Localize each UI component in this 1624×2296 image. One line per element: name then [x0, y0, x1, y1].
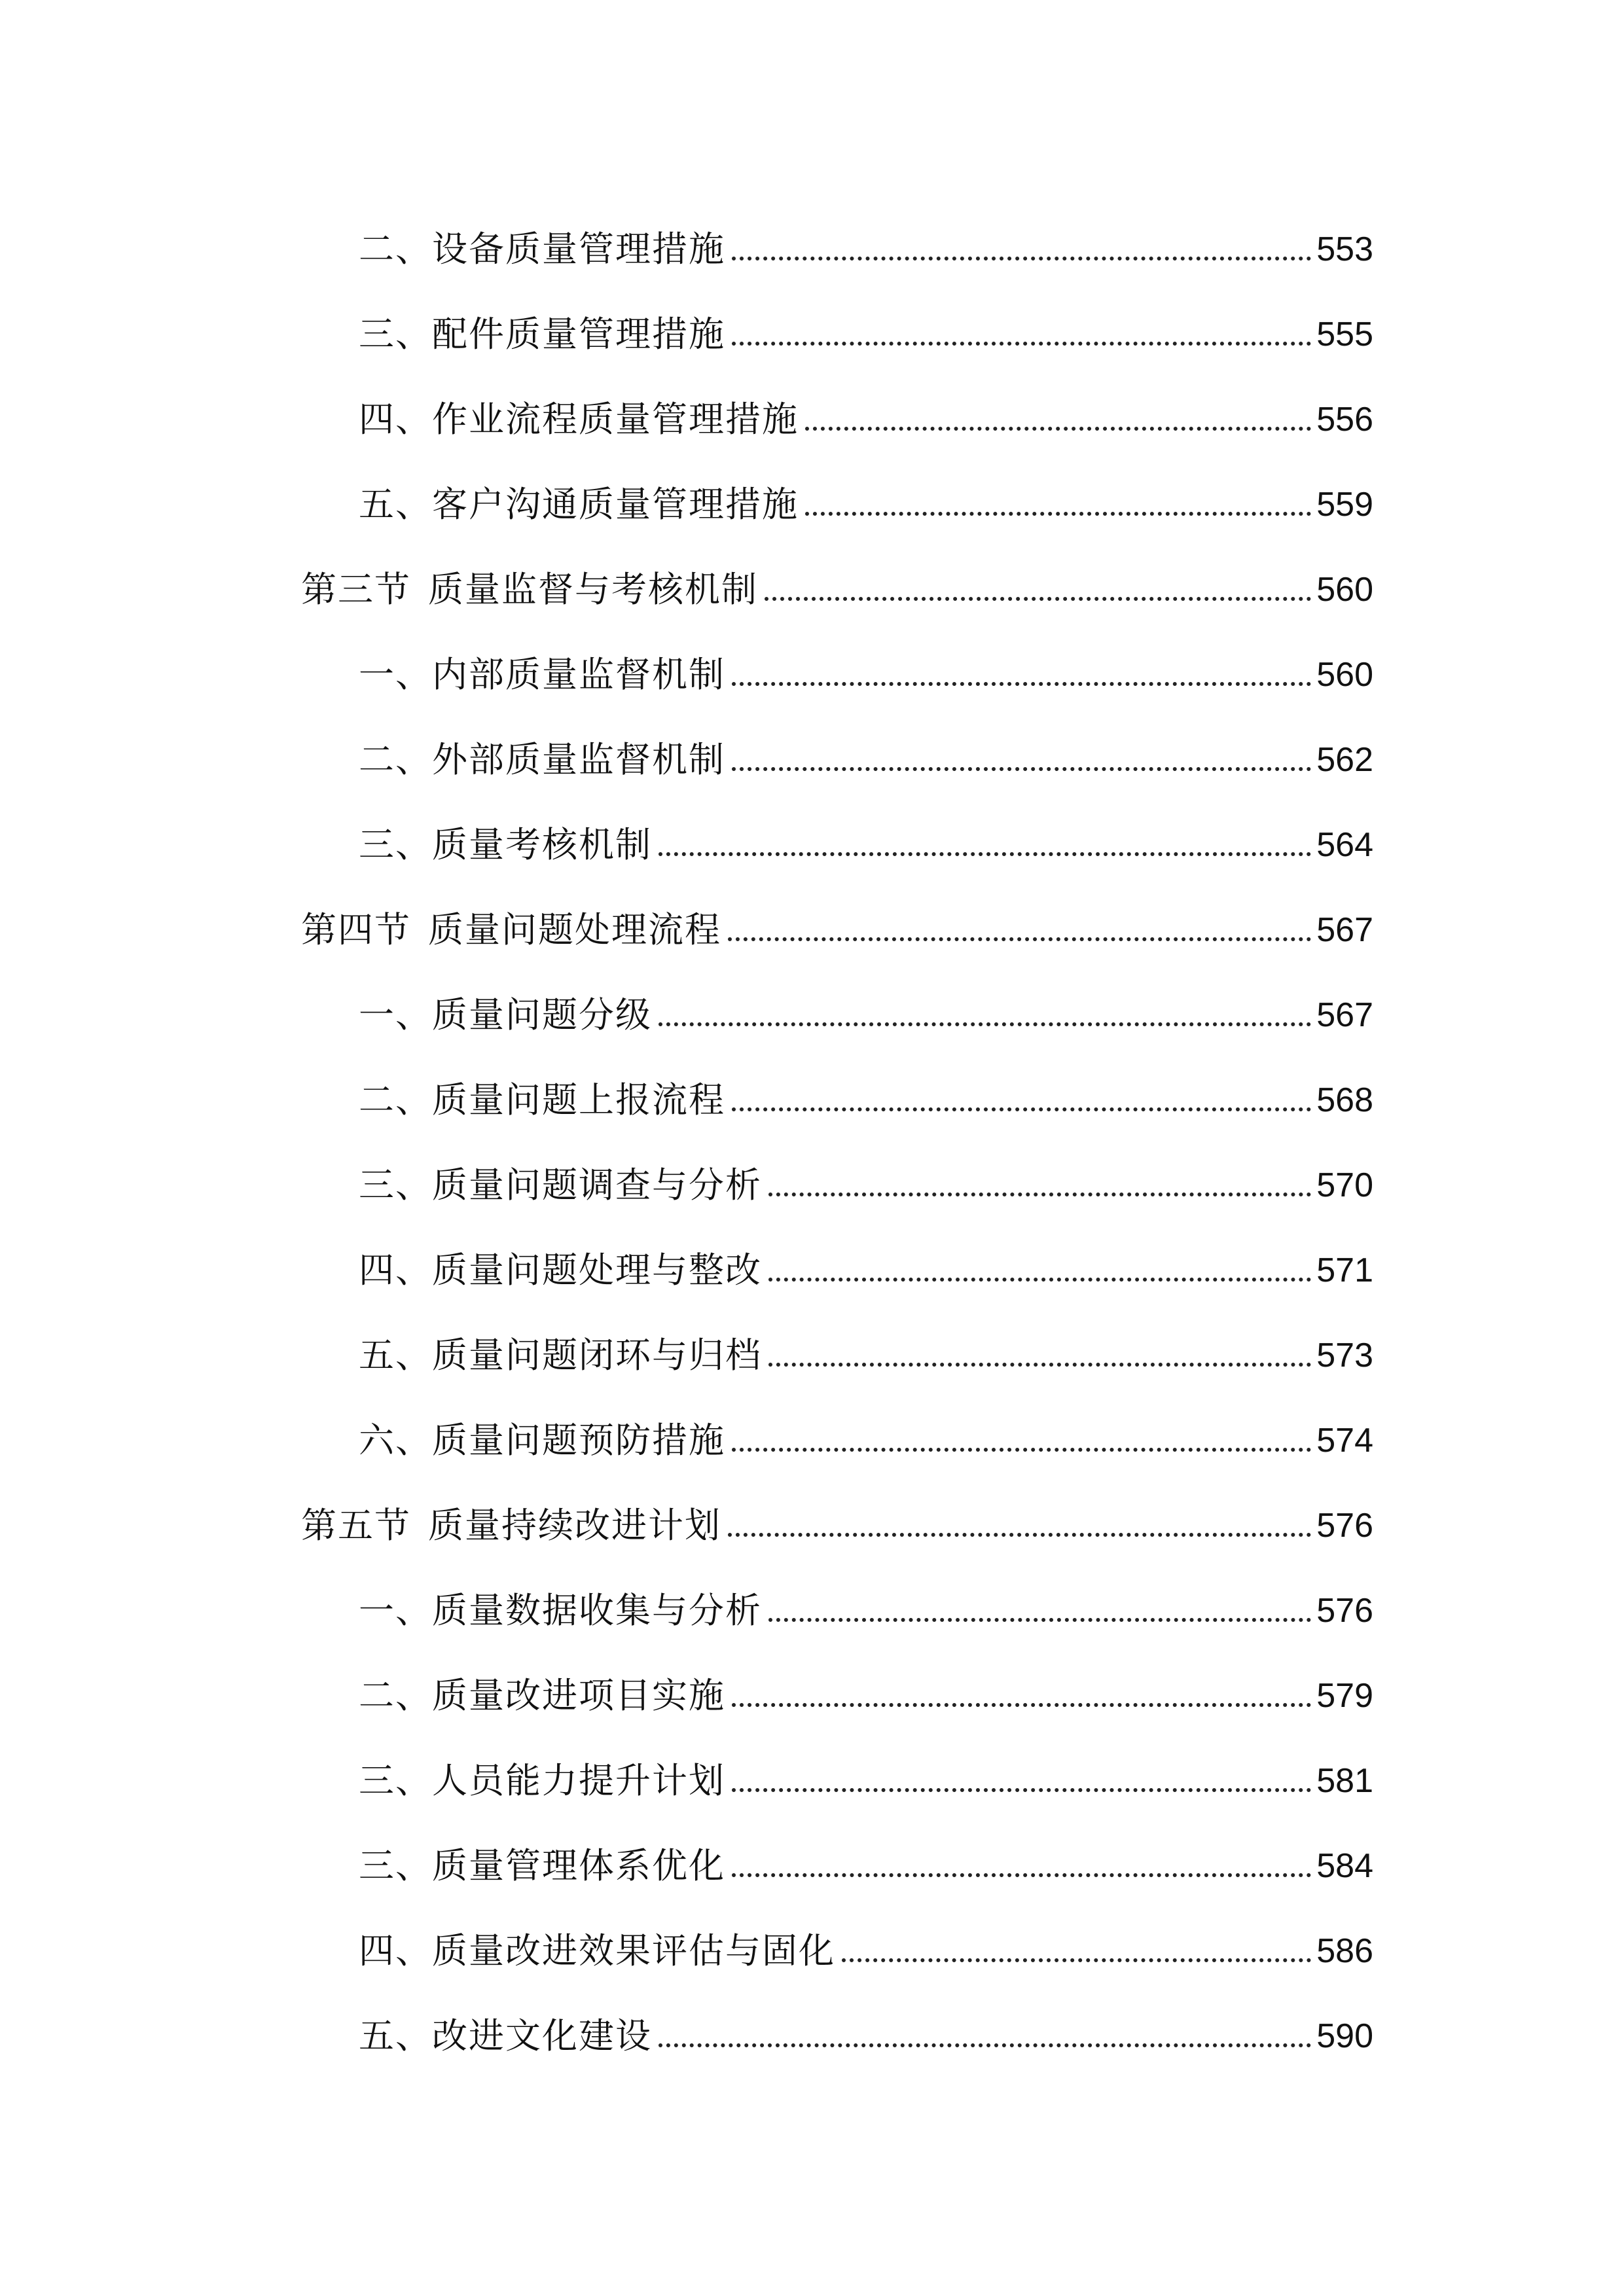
toc-entry-page: 581 [1316, 1761, 1373, 1800]
toc-entry-page: 573 [1316, 1336, 1373, 1374]
toc-dot-leader [732, 1703, 1311, 1707]
toc-entry-title: 一、质量问题分级 [359, 994, 652, 1035]
toc-entry[interactable] [359, 1571, 1373, 1630]
toc-dot-leader [805, 512, 1311, 516]
toc-dot-leader [728, 937, 1311, 941]
toc-dot-leader [732, 1873, 1311, 1877]
toc-entry-page: 567 [1316, 996, 1373, 1034]
toc-entry-title: 六、质量问题预防措施 [359, 1419, 725, 1461]
toc-entry-page: 570 [1316, 1166, 1373, 1204]
toc-dot-leader [768, 1618, 1311, 1622]
toc-dot-leader [732, 342, 1311, 346]
toc-dot-leader [732, 257, 1311, 260]
toc-entry-page: 576 [1316, 1506, 1373, 1545]
toc-section-number: 第五节 [301, 1504, 411, 1546]
toc-entry-page: 579 [1316, 1676, 1373, 1715]
toc-entry-page: 553 [1316, 230, 1373, 268]
toc-dot-leader [659, 2043, 1311, 2047]
toc-section-entry[interactable] [301, 1486, 1373, 1545]
toc-entry-title: 一、内部质量监督机制 [359, 653, 725, 695]
toc-entry-page: 586 [1316, 1931, 1373, 1970]
toc-entry-title [301, 910, 721, 949]
toc-entry[interactable] [359, 635, 1373, 694]
toc-entry-title [301, 570, 758, 609]
toc-entry-title: 三、人员能力提升计划 [359, 1759, 725, 1801]
toc-dot-leader [765, 597, 1311, 601]
toc-section-number: 第三节 [301, 568, 411, 610]
toc-entry-page: 574 [1316, 1421, 1373, 1460]
toc-entry-title: 五、客户沟通质量管理措施 [359, 483, 799, 525]
toc-dot-leader [768, 1363, 1311, 1367]
toc-entry[interactable] [359, 295, 1373, 353]
toc-entry-page: 559 [1316, 485, 1373, 524]
toc-entry[interactable] [359, 975, 1373, 1034]
toc-entry-page: 576 [1316, 1591, 1373, 1630]
toc-entry-page: 567 [1316, 910, 1373, 949]
toc-entry[interactable] [359, 380, 1373, 439]
toc-entry[interactable] [359, 720, 1373, 779]
toc-section-entry[interactable] [301, 550, 1373, 609]
toc-entry-page: 584 [1316, 1846, 1373, 1885]
toc-entry-page: 568 [1316, 1081, 1373, 1119]
toc-entry[interactable] [359, 1996, 1373, 2055]
toc-entry[interactable] [359, 1060, 1373, 1119]
toc-section-title: 质量问题处理流程 [428, 908, 721, 950]
toc-entry[interactable] [359, 1656, 1373, 1715]
toc-entry-page: 555 [1316, 315, 1373, 353]
toc-dot-leader [728, 1533, 1311, 1537]
toc-dot-leader [732, 1448, 1311, 1452]
toc-entry-title: 二、质量问题上报流程 [359, 1079, 725, 1121]
toc-dot-leader [732, 767, 1311, 771]
toc-dot-leader [768, 1193, 1311, 1196]
toc-dot-leader [732, 682, 1311, 686]
toc-dot-leader [768, 1278, 1311, 1282]
toc-section-number: 第四节 [301, 908, 411, 950]
toc-entry[interactable] [359, 1316, 1373, 1374]
toc-entry-title: 四、质量改进效果评估与固化 [359, 1929, 835, 1971]
toc-entry-title: 三、质量考核机制 [359, 823, 652, 865]
toc-entry[interactable] [359, 1826, 1373, 1885]
toc-entry-title: 二、设备质量管理措施 [359, 228, 725, 270]
toc-entry-title: 三、质量问题调查与分析 [359, 1164, 762, 1206]
toc-entry-title: 四、质量问题处理与整改 [359, 1249, 762, 1291]
toc-dot-leader [732, 1107, 1311, 1111]
toc-entry-page: 571 [1316, 1251, 1373, 1289]
toc-entry[interactable] [359, 1230, 1373, 1289]
toc-entry-page: 562 [1316, 740, 1373, 779]
toc-entry-title: 二、质量改进项目实施 [359, 1674, 725, 1716]
toc-entry-page: 556 [1316, 400, 1373, 439]
toc-dot-leader [842, 1958, 1311, 1962]
toc-entry[interactable] [359, 1145, 1373, 1204]
toc-section-entry[interactable] [301, 890, 1373, 949]
toc-dot-leader [659, 1022, 1311, 1026]
toc-entry-title: 二、外部质量监督机制 [359, 738, 725, 780]
toc-entry[interactable] [359, 1741, 1373, 1800]
toc-entry-page: 560 [1316, 655, 1373, 694]
toc-entry-page: 560 [1316, 570, 1373, 609]
toc-dot-leader [732, 1788, 1311, 1792]
toc-entry-title: 四、作业流程质量管理措施 [359, 398, 799, 440]
toc-entry[interactable] [359, 805, 1373, 864]
toc-entry-page: 590 [1316, 2017, 1373, 2055]
toc-entry[interactable] [359, 1401, 1373, 1460]
toc-dot-leader [805, 427, 1311, 431]
toc-entry-title: 三、配件质量管理措施 [359, 313, 725, 355]
toc-section-title: 质量监督与考核机制 [428, 568, 758, 610]
toc-entry-title: 一、质量数据收集与分析 [359, 1589, 762, 1631]
toc-dot-leader [659, 852, 1311, 856]
toc-entry[interactable] [359, 1911, 1373, 1970]
toc-entry-title: 三、质量管理体系优化 [359, 1844, 725, 1886]
toc-section-title: 质量持续改进计划 [428, 1504, 721, 1546]
toc-entry-page: 564 [1316, 825, 1373, 864]
toc-entry[interactable] [359, 465, 1373, 524]
toc-entry-title: 五、改进文化建设 [359, 2015, 652, 2056]
toc-entry-title [301, 1506, 721, 1545]
toc-entry[interactable] [359, 209, 1373, 268]
toc-entry-title: 五、质量问题闭环与归档 [359, 1334, 762, 1376]
